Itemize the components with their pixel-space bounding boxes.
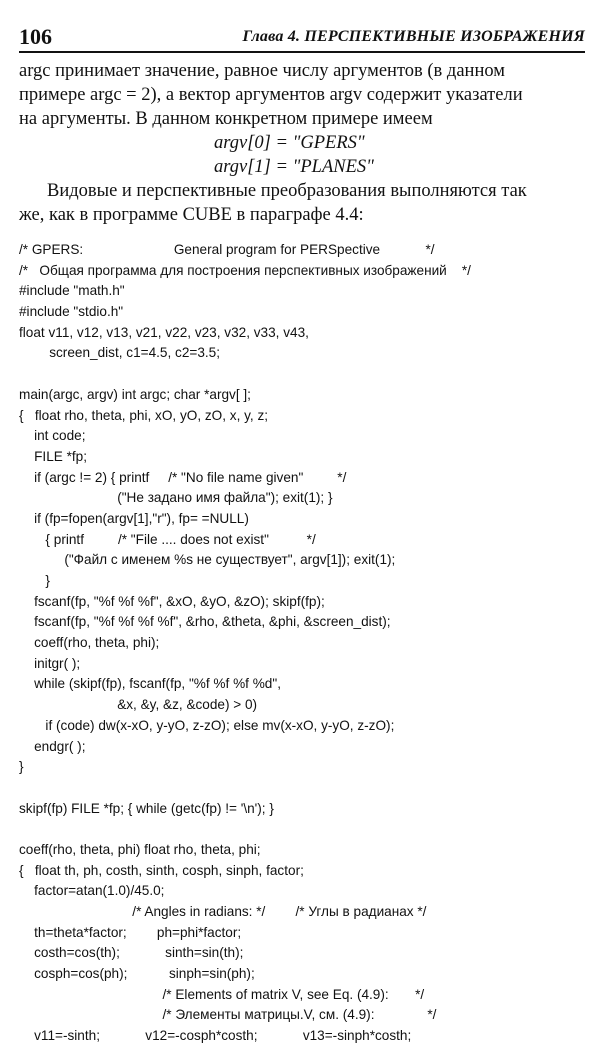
- code-line: /* Angles in radians: */ /* Углы в радианах */: [19, 904, 427, 919]
- code-line: }: [19, 573, 50, 588]
- code-line: if (argc != 2) { printf /* "No file name given" */: [19, 469, 347, 485]
- code-line: #include "stdio.h": [19, 304, 124, 320]
- intro-line: argc принимает значение, равное числу аргументов (в данном: [19, 61, 505, 81]
- equation-argv1: argv[1] = "PLANES": [214, 157, 374, 177]
- code-line: { printf /* "File .... does not exist" */: [19, 531, 316, 547]
- code-line: /* Элементы матрицы.V, см. (4.9): */: [19, 1007, 437, 1023]
- intro-line: же, как в программе CUBE в параграфе 4.4:: [19, 205, 364, 225]
- code-line: if (code) dw(x-xO, y-yO, z-zO); else mv(x-xO, y-yO, z-zO);: [19, 717, 395, 733]
- intro-line: примере argc = 2), а вектор аргументов argv содержит указатели: [19, 85, 523, 105]
- code-line: coeff(rho, theta, phi) float rho, theta, phi;: [19, 841, 261, 857]
- code-line: th=theta*factor; ph=phi*factor;: [19, 924, 242, 940]
- running-head: Глава 4. ПЕРСПЕКТИВНЫЕ ИЗОБРАЖЕНИЯ: [242, 28, 585, 45]
- code-line: skipf(fp) FILE *fp; { while (getc(fp) != '\n'); }: [19, 800, 274, 816]
- code-line: screen_dist, c1=4.5, c2=3.5;: [19, 345, 220, 361]
- page-header: [19, 24, 585, 50]
- page-number: 106: [19, 24, 52, 49]
- code-line: fscanf(fp, "%f %f %f %f", &rho, &theta, &phi, &screen_dist);: [19, 614, 391, 630]
- intro-line: на аргументы. В данном конкретном примере имеем: [19, 109, 433, 129]
- code-line: { float rho, theta, phi, xO, yO, zO, x, y, z;: [19, 407, 269, 423]
- code-line: costh=cos(th); sinth=sin(th);: [19, 945, 244, 961]
- code-line: #include "math.h": [19, 283, 125, 299]
- code-line: v11=-sinth; v12=-cosph*costh; v13=-sinph*costh;: [19, 1028, 412, 1044]
- code-line: factor=atan(1.0)/45.0;: [19, 883, 165, 899]
- code-line: ("Не задано имя файла"); exit(1); }: [19, 490, 333, 506]
- code-line: endgr( );: [19, 738, 86, 754]
- code-line: [19, 778, 589, 799]
- code-line: ("Файл с именем %s не существует", argv[1]); exit(1);: [19, 552, 396, 568]
- code-line: [19, 364, 589, 385]
- code-line: }: [19, 759, 24, 775]
- code-line: coeff(rho, theta, phi);: [19, 635, 160, 651]
- code-line: cosph=cos(ph); sinph=sin(ph);: [19, 966, 255, 982]
- code-line: { float th, ph, costh, sinth, cosph, sinph, factor;: [19, 862, 304, 878]
- header-rule: [19, 51, 585, 53]
- code-line: fscanf(fp, "%f %f %f", &xO, &yO, &zO); skipf(fp);: [19, 593, 325, 609]
- code-line: FILE *fp;: [19, 448, 87, 464]
- code-line: /* Общая программа для построения перспективных изображений */: [19, 262, 471, 278]
- code-line: main(argc, argv) int argc; char *argv[ ];: [19, 386, 251, 402]
- code-line: initgr( );: [19, 655, 81, 671]
- code-line: &x, &y, &z, &code) > 0): [19, 697, 258, 713]
- intro-line: Видовые и перспективные преобразования выполняются так: [47, 181, 527, 201]
- code-listing: [19, 240, 589, 1047]
- code-line: /* GPERS: General program for PERSpective */: [19, 242, 435, 257]
- intro-paragraph: [19, 59, 585, 227]
- code-line: int code;: [19, 428, 86, 444]
- equation-argv0: argv[0] = "GPERS": [214, 133, 365, 153]
- code-line: [19, 819, 589, 840]
- code-line: if (fp=fopen(argv[1],"r"), fp= =NULL): [19, 510, 249, 526]
- code-line: /* Elements of matrix V, see Eq. (4.9): */: [19, 986, 425, 1002]
- code-line: float v11, v12, v13, v21, v22, v23, v32, v33, v43,: [19, 324, 309, 340]
- code-line: while (skipf(fp), fscanf(fp, "%f %f %f %d",: [19, 676, 281, 692]
